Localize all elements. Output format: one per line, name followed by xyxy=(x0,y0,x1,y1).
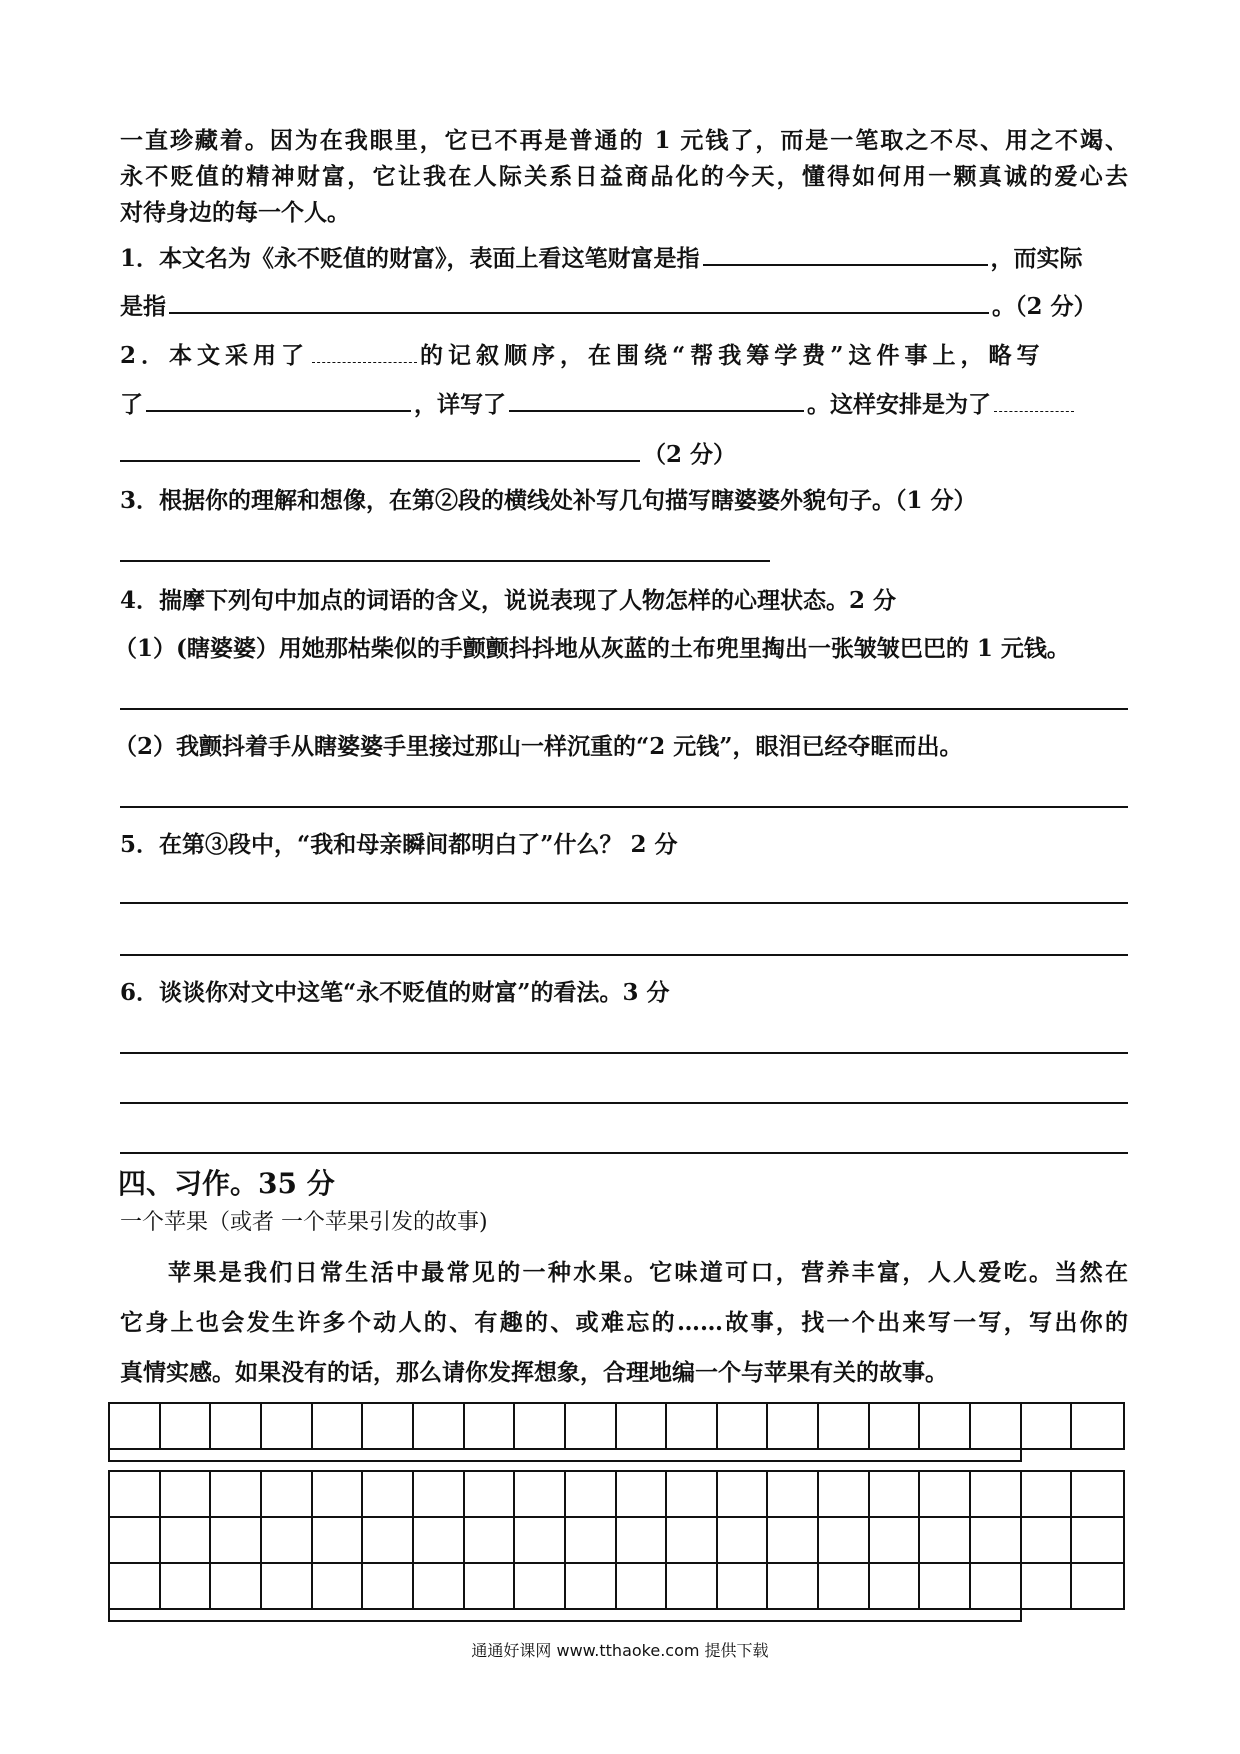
grid-cell[interactable] xyxy=(667,1472,718,1516)
grid-cell[interactable] xyxy=(161,1564,212,1608)
grid-cell[interactable] xyxy=(1072,1518,1123,1562)
writing-grid-gap-1 xyxy=(108,1448,1022,1462)
grid-cell[interactable] xyxy=(313,1564,364,1608)
q6-answer-line-1[interactable] xyxy=(120,1052,1128,1054)
grid-cell[interactable] xyxy=(1022,1564,1073,1608)
grid-cell[interactable] xyxy=(1022,1404,1073,1448)
grid-cell[interactable] xyxy=(920,1472,971,1516)
grid-cell[interactable] xyxy=(110,1518,161,1562)
q3-answer-line[interactable] xyxy=(120,560,770,562)
grid-cell[interactable] xyxy=(667,1564,718,1608)
q5-answer-line-1[interactable] xyxy=(120,902,1128,904)
grid-cell[interactable] xyxy=(870,1472,921,1516)
grid-cell[interactable] xyxy=(414,1404,465,1448)
grid-cell[interactable] xyxy=(211,1472,262,1516)
grid-cell[interactable] xyxy=(313,1518,364,1562)
q2-text-b: 的记叙顺序，在围绕“帮我筹学费”这件事上，略写 xyxy=(420,342,1045,369)
grid-cell[interactable] xyxy=(819,1518,870,1562)
q6-answer-line-3[interactable] xyxy=(120,1152,1128,1154)
essay-prompt-line-3: 真情实感。如果没有的话，那么请你发挥想象，合理地编一个与苹果有关的故事。 xyxy=(120,1359,948,1386)
grid-cell[interactable] xyxy=(1022,1518,1073,1562)
q1-blank-1[interactable] xyxy=(703,240,988,266)
q2-blank-4[interactable] xyxy=(994,387,1074,412)
q1-text-b: ，而实际 xyxy=(990,245,1083,272)
grid-cell[interactable] xyxy=(1072,1564,1123,1608)
grid-cell[interactable] xyxy=(971,1472,1022,1516)
q2-blank-2[interactable] xyxy=(146,386,411,412)
grid-cell[interactable] xyxy=(920,1518,971,1562)
q5-answer-line-2[interactable] xyxy=(120,954,1128,956)
q2-score: （2 分） xyxy=(643,441,737,468)
q2-text-d: ，详写了 xyxy=(414,391,506,418)
grid-cell[interactable] xyxy=(920,1404,971,1448)
grid-cell[interactable] xyxy=(566,1564,617,1608)
grid-cell[interactable] xyxy=(211,1518,262,1562)
grid-cell[interactable] xyxy=(1072,1472,1123,1516)
grid-cell[interactable] xyxy=(262,1518,313,1562)
grid-cell[interactable] xyxy=(414,1564,465,1608)
grid-cell[interactable] xyxy=(313,1472,364,1516)
grid-cell[interactable] xyxy=(363,1564,414,1608)
grid-cell[interactable] xyxy=(768,1564,819,1608)
question-2-cont xyxy=(120,386,1077,416)
question-2-cont2 xyxy=(120,436,736,466)
grid-cell[interactable] xyxy=(110,1404,161,1448)
grid-cell[interactable] xyxy=(465,1564,516,1608)
q2-text-c: 了 xyxy=(120,391,143,418)
grid-cell[interactable] xyxy=(363,1472,414,1516)
q1-text-c: 是指 xyxy=(120,293,166,320)
grid-cell[interactable] xyxy=(718,1518,769,1562)
grid-cell[interactable] xyxy=(667,1404,718,1448)
question-4-sentence-2: （2）我颤抖着手从瞎婆婆手里接过那山一样沉重的“2 元钱”，眼泪已经夺眶而出。 xyxy=(114,733,963,760)
question-1 xyxy=(120,240,1083,270)
passage-line-1: 一直珍藏着。因为在我眼里，它已不再是普通的 1 元钱了，而是一笔取之不尽、用之不竭、 xyxy=(120,127,1128,154)
writing-grid-row-1[interactable] xyxy=(108,1402,1125,1450)
q2-text-e: 。这样安排是为了 xyxy=(807,391,991,418)
grid-cell[interactable] xyxy=(566,1518,617,1562)
grid-cell[interactable] xyxy=(718,1404,769,1448)
grid-cell[interactable] xyxy=(971,1564,1022,1608)
q4-answer-line-1[interactable] xyxy=(120,708,1128,710)
grid-cell[interactable] xyxy=(110,1472,161,1516)
q2-blank-3[interactable] xyxy=(509,386,804,412)
question-6: 6．谈谈你对文中这笔“永不贬值的财富”的看法。3 分 xyxy=(120,979,670,1006)
grid-cell[interactable] xyxy=(617,1404,668,1448)
grid-cell[interactable] xyxy=(313,1404,364,1448)
grid-cell[interactable] xyxy=(617,1518,668,1562)
writing-grid-row-3[interactable] xyxy=(108,1516,1125,1564)
grid-cell[interactable] xyxy=(566,1472,617,1516)
q2-blank-1[interactable] xyxy=(312,338,417,363)
writing-grid-row-2[interactable] xyxy=(108,1470,1125,1518)
grid-cell[interactable] xyxy=(515,1518,566,1562)
grid-cell[interactable] xyxy=(363,1404,414,1448)
grid-cell[interactable] xyxy=(211,1564,262,1608)
grid-cell[interactable] xyxy=(110,1564,161,1608)
grid-cell[interactable] xyxy=(819,1564,870,1608)
grid-cell[interactable] xyxy=(667,1518,718,1562)
grid-cell[interactable] xyxy=(515,1472,566,1516)
grid-cell[interactable] xyxy=(161,1472,212,1516)
grid-cell[interactable] xyxy=(262,1472,313,1516)
grid-cell[interactable] xyxy=(515,1564,566,1608)
grid-cell[interactable] xyxy=(414,1472,465,1516)
page-footer: 通通好课网 www.tthaoke.com 提供下载 xyxy=(471,1641,769,1660)
question-5: 5．在第③段中，“我和母亲瞬间都明白了”什么？ 2 分 xyxy=(120,831,678,858)
grid-cell[interactable] xyxy=(262,1564,313,1608)
question-4: 4．揣摩下列句中加点的词语的含义，说说表现了人物怎样的心理状态。2 分 xyxy=(120,587,897,614)
q4-answer-line-2[interactable] xyxy=(120,806,1128,808)
grid-cell[interactable] xyxy=(515,1404,566,1448)
grid-cell[interactable] xyxy=(566,1404,617,1448)
grid-cell[interactable] xyxy=(768,1404,819,1448)
question-4-sentence-1: （1）(瞎婆婆）用她那枯柴似的手颤颤抖抖地从灰蓝的土布兜里掏出一张皱皱巴巴的 1 元钱。 xyxy=(114,635,1070,662)
grid-cell[interactable] xyxy=(161,1404,212,1448)
q2-text-a: 2．本文采用了 xyxy=(120,342,310,369)
grid-cell[interactable] xyxy=(920,1564,971,1608)
grid-cell[interactable] xyxy=(465,1518,516,1562)
question-1-cont xyxy=(120,288,1097,318)
writing-grid-row-4[interactable] xyxy=(108,1562,1125,1610)
essay-prompt-line-1: 苹果是我们日常生活中最常见的一种水果。它味道可口，营养丰富，人人爱吃。当然在 xyxy=(168,1259,1128,1286)
grid-cell[interactable] xyxy=(870,1564,921,1608)
q1-score: 。（2 分） xyxy=(992,293,1097,320)
grid-cell[interactable] xyxy=(768,1518,819,1562)
grid-cell[interactable] xyxy=(819,1404,870,1448)
question-2 xyxy=(120,338,1044,368)
essay-title: 一个苹果（或者 一个苹果引发的故事) xyxy=(120,1210,488,1235)
essay-prompt-line-2: 它身上也会发生许多个动人的、有趣的、或难忘的……故事，找一个出来写一写，写出你的 xyxy=(120,1309,1128,1336)
grid-cell[interactable] xyxy=(718,1472,769,1516)
passage-line-3: 对待身边的每一个人。 xyxy=(120,199,350,226)
q6-answer-line-2[interactable] xyxy=(120,1102,1128,1104)
q1-text-a: 1．本文名为《永不贬值的财富》，表面上看这笔财富是指 xyxy=(120,245,700,272)
grid-cell[interactable] xyxy=(971,1404,1022,1448)
grid-cell[interactable] xyxy=(211,1404,262,1448)
grid-cell[interactable] xyxy=(971,1518,1022,1562)
section-4-heading: 四、习作。35 分 xyxy=(118,1167,335,1200)
grid-cell[interactable] xyxy=(1022,1472,1073,1516)
grid-cell[interactable] xyxy=(465,1404,516,1448)
grid-cell[interactable] xyxy=(870,1518,921,1562)
grid-cell[interactable] xyxy=(617,1564,668,1608)
grid-cell[interactable] xyxy=(819,1472,870,1516)
grid-cell[interactable] xyxy=(414,1518,465,1562)
grid-cell[interactable] xyxy=(1072,1404,1123,1448)
passage-line-2: 永不贬值的精神财富，它让我在人际关系日益商品化的今天，懂得如何用一颗真诚的爱心去 xyxy=(120,163,1128,190)
grid-cell[interactable] xyxy=(465,1472,516,1516)
grid-cell[interactable] xyxy=(161,1518,212,1562)
grid-cell[interactable] xyxy=(363,1518,414,1562)
grid-cell[interactable] xyxy=(768,1472,819,1516)
grid-cell[interactable] xyxy=(617,1472,668,1516)
grid-cell[interactable] xyxy=(718,1564,769,1608)
grid-cell[interactable] xyxy=(870,1404,921,1448)
writing-grid-gap-2 xyxy=(108,1608,1022,1622)
q2-blank-5[interactable] xyxy=(120,436,640,462)
grid-cell[interactable] xyxy=(262,1404,313,1448)
question-3: 3．根据你的理解和想像，在第②段的横线处补写几句描写瞎婆婆外貌句子。（1 分） xyxy=(120,487,977,514)
q1-blank-2[interactable] xyxy=(169,288,989,314)
